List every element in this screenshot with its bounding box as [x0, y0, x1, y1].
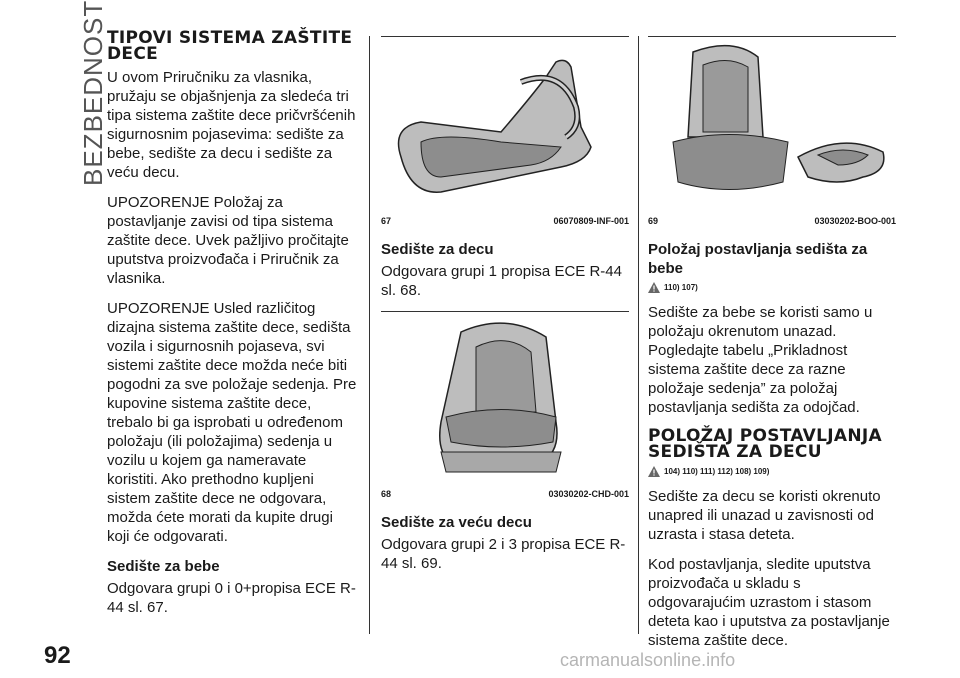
- infant-seat-illustration: [381, 37, 629, 207]
- figure-number: 68: [381, 489, 392, 499]
- note-references: 110) 107): [664, 283, 698, 292]
- warning-paragraph: UPOZORENJE Usled različitog dizajna sistema zaštite dece, sedišta vozila i sigurnosnih pojaseva, svi sistemi zaštite dece možda neće biti pogodni za sve položaje sedenja. Pre kupovine sistema zaštite dece, trebalo bi ga isprobati u određenom položaju (ili položajima) sedenja u vozilu u kojem ga nameravate koristiti. Ako prethodno kupljeni sistem zaštite dece ne odgovara, možda ćete morati da kupite drugi koji će odgovarati.: [107, 300, 357, 545]
- booster-seat-illustration: [648, 37, 896, 207]
- paragraph: Sedište za decu se koristi okrenuto unapred ili unazad u zavisnosti od uzrasta i stasa deteta.: [648, 488, 881, 543]
- figure-code: 06070809-INF-001: [553, 216, 629, 226]
- figure-caption: [381, 489, 629, 499]
- warning-notes: [648, 282, 896, 293]
- paragraph: U ovom Priručniku za vlasnika, pružaju se objašnjenja za sledeća tri tipa sistema zaštite dece pričvršćenih sigurnosnim pojasevima: sedište za bebe, sedište za decu i sedište za veću decu.: [107, 69, 356, 181]
- page-number: 92: [44, 642, 71, 669]
- section-side-title: [50, 0, 108, 186]
- figure-code: 03030202-BOO-001: [814, 216, 896, 226]
- section-heading: POLOŽAJ POSTAVLJANJA SEDIŠTA ZA DECU: [648, 426, 882, 462]
- warning-notes: [648, 466, 896, 477]
- column-3: [648, 36, 896, 661]
- column-1: [107, 30, 357, 628]
- subheading: Položaj postavljanja sedišta za bebe: [648, 241, 868, 277]
- figure-caption: [648, 216, 896, 226]
- paragraph: Sedište za bebe se koristi samo u položaju okrenutom unazad. Pogledajte tabelu „Prikladnost sistema zaštite dece za razne položaje sedenja” za položaj postavljanja sedišta za odojčad.: [648, 304, 873, 416]
- child-seat-illustration: [381, 312, 629, 480]
- figure-caption: [381, 216, 629, 226]
- column-divider: [369, 36, 370, 634]
- note-references: 104) 110) 111) 112) 108) 109): [664, 467, 770, 476]
- subheading: Sedište za bebe: [107, 558, 220, 575]
- figure-67: [381, 36, 629, 226]
- warning-icon: [648, 466, 660, 477]
- paragraph: Odgovara grupi 1 propisa ECE R-44 sl. 68.: [381, 263, 622, 299]
- section-heading: TIPOVI SISTEMA ZAŠTITE DECE: [107, 28, 353, 64]
- figure-number: 67: [381, 216, 392, 226]
- column-2: [381, 36, 629, 584]
- column-divider: [638, 36, 639, 634]
- paragraph: Odgovara grupi 0 i 0+propisa ECE R-44 sl. 67.: [107, 580, 356, 616]
- figure-68: [381, 311, 629, 499]
- paragraph: Odgovara grupi 2 i 3 propisa ECE R-44 sl. 69.: [381, 536, 626, 572]
- subheading: Sedište za veću decu: [381, 514, 532, 531]
- paragraph: Kod postavljanja, sledite uputstva proizvođača u skladu s odgovarajućim uzrastom i stasom deteta kao i uputstva za postavljanje sistema zaštite dece.: [648, 556, 890, 649]
- figure-code: 03030202-CHD-001: [548, 489, 629, 499]
- figure-69: [648, 36, 896, 226]
- subheading: Sedište za decu: [381, 241, 494, 258]
- warning-icon: [648, 282, 660, 293]
- warning-paragraph: UPOZORENJE Položaj za postavljanje zavisi od tipa sistema zaštite dece. Uvek pažljivo pročitajte uputstva proizvođača i Priručnik za vlasnika.: [107, 194, 349, 287]
- watermark: carmanualsonline.info: [560, 650, 736, 670]
- section-side-title-text: BEZBEDNOST: [78, 0, 108, 186]
- figure-number: 69: [648, 216, 659, 226]
